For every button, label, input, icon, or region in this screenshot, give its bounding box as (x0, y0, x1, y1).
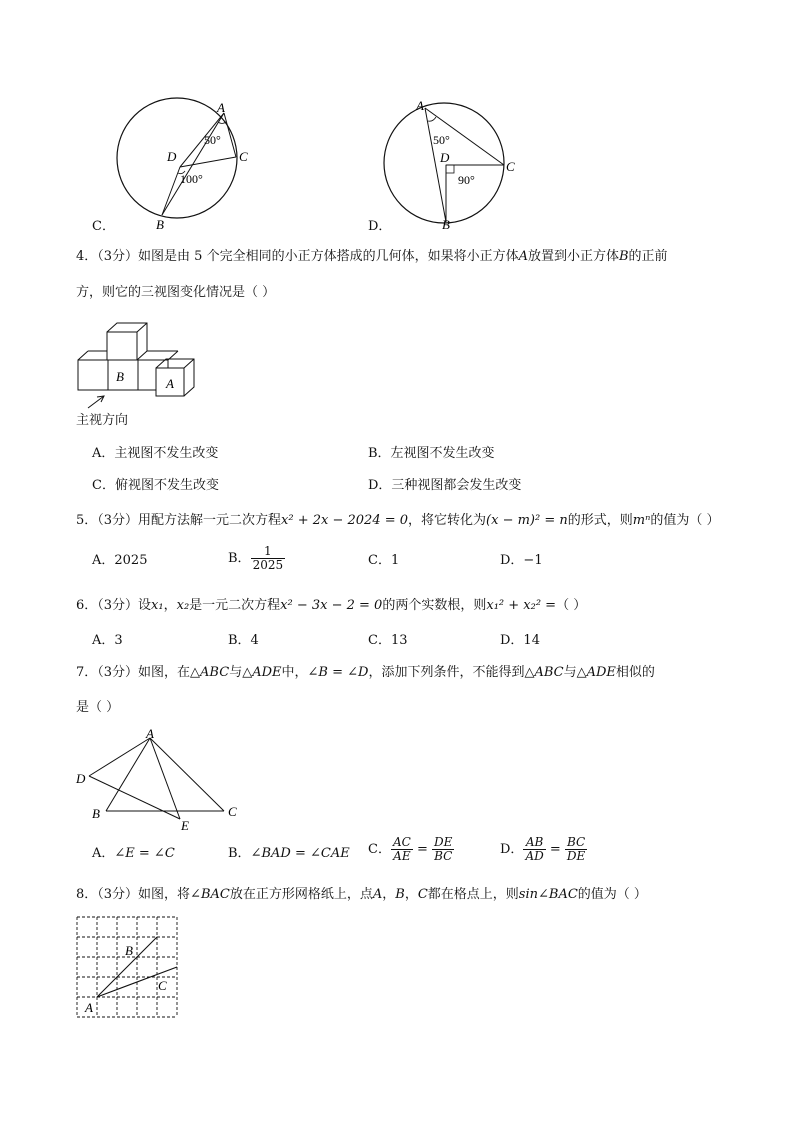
q4-stem-line2: 方，则它的三视图变化情况是（ ） (76, 285, 276, 300)
q7-option-b: B．∠BAD = ∠CAE (228, 846, 350, 861)
q4-option-b: B．左视图不发生改变 (368, 446, 495, 461)
q7-label-d: D (76, 771, 86, 786)
q3c-label-a: A (217, 100, 225, 115)
q7-option-d: D． $\frac{AB}{AD}$ = $\frac{BC}{DE}$ (500, 835, 586, 863)
q5-option-b: B． $\frac{1}{2025}$ (228, 544, 284, 572)
q7-option-a: A．∠E = ∠C (92, 846, 175, 861)
q8-label-a: A (85, 1000, 93, 1015)
q3d-label-b: B (442, 217, 450, 232)
q3d-angle-90: 90° (458, 173, 475, 187)
q7-triangle-figure (72, 726, 252, 836)
q3d-label-c: C (506, 159, 515, 174)
q3-figure-d (380, 95, 540, 235)
q4-option-d: D．三种视图都会发生改变 (368, 478, 522, 493)
q3d-angle-50: 50° (433, 133, 450, 147)
q5-option-a: A．2025 (92, 553, 148, 568)
q8-label-b: B (125, 943, 133, 958)
q7-stem-line2: 是（ ） (76, 700, 120, 715)
q4-cube-b-label: B (116, 369, 124, 384)
q3c-label-c: C (239, 149, 248, 164)
q3c-angle-100: 100° (180, 172, 203, 186)
q3c-label-b: B (156, 217, 164, 232)
q5-option-d: D．−1 (500, 553, 543, 568)
q3-option-d: D． (368, 219, 392, 234)
q6-option-b: B．4 (228, 633, 259, 648)
q6-option-a: A．3 (92, 633, 123, 648)
q7-stem-line1: 7．（3分）如图，在△ABC与△ADE中，∠B = ∠D，添加下列条件，不能得到△ABC与△ADE相似的 (76, 665, 655, 680)
q5-option-c: C．1 (368, 553, 400, 568)
q7-option-c: C． $\frac{AC}{AE}$ = $\frac{DE}{BC}$ (368, 835, 453, 863)
q5-stem: 5．（3分）用配方法解一元二次方程x² + 2x − 2024 = 0，将它转化为(x − m)² = n的形式，则mⁿ的值为（ ） (76, 513, 720, 528)
q3c-label-d: D (167, 149, 177, 164)
q6-option-d: D．14 (500, 633, 540, 648)
q4-cube-figure (74, 318, 204, 413)
q4-view-direction-caption: 主视方向 (76, 413, 129, 428)
q3c-angle-50: 50° (204, 133, 221, 147)
q7-label-a: A (146, 726, 154, 741)
q3-option-c: C． (92, 219, 115, 234)
q8-grid-figure (74, 914, 184, 1024)
q8-stem: 8．（3分）如图，将∠BAC放在正方形网格纸上，点A，B，C都在格点上，则sin∠BAC的值为（ ） (76, 887, 647, 902)
q7-label-c: C (228, 804, 237, 819)
q6-stem: 6．（3分）设x₁，x₂是一元二次方程x² − 3x − 2 = 0的两个实数根，则x₁² + x₂² =（ ） (76, 598, 587, 613)
q7-label-e: E (181, 818, 189, 833)
q8-label-c: C (158, 978, 167, 993)
q4-option-c: C．俯视图不发生改变 (92, 478, 219, 493)
q7-label-b: B (92, 806, 100, 821)
q6-option-c: C．13 (368, 633, 408, 648)
q4-option-a: A．主视图不发生改变 (92, 446, 219, 461)
q4-cube-a-label: A (166, 376, 174, 391)
q4-stem-line1: 4．（3分）如图是由 5 个完全相同的小正方体搭成的几何体，如果将小正方体A放置到小正方体B的正前 (76, 249, 668, 264)
q3-figure-c (100, 95, 270, 235)
q3d-label-a: A (416, 98, 424, 113)
q3d-label-d: D (440, 150, 450, 165)
